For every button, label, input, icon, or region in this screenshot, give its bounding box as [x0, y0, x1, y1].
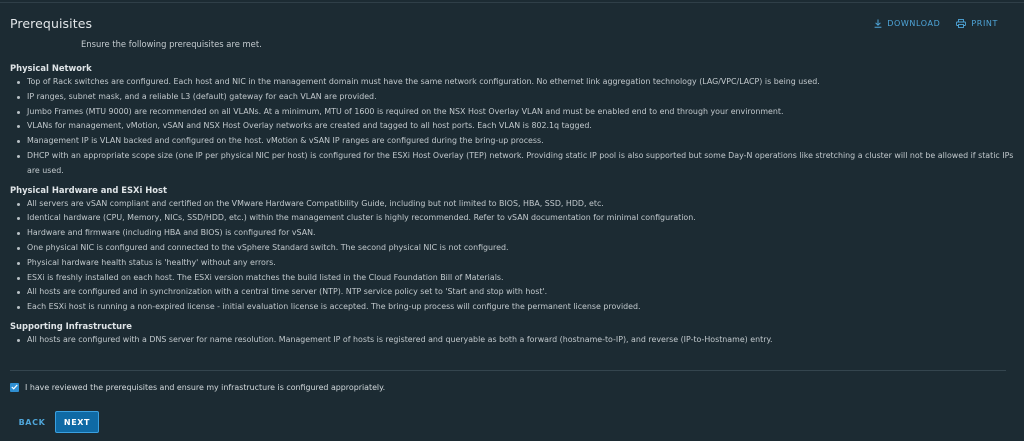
top-divider — [0, 2, 1024, 3]
confirm-row — [10, 383, 385, 392]
printer-icon — [956, 19, 966, 28]
confirm-checkbox[interactable] — [10, 383, 19, 392]
list-item: VLANs for management, vMotion, vSAN and NSX Host Overlay networks are created and tagged to all host ports. Each VLAN is 802.1q tagged. — [10, 119, 1014, 134]
list-item: Hardware and firmware (including HBA and BIOS) is configured for vSAN. — [10, 226, 1014, 241]
prerequisite-list — [10, 197, 1014, 315]
print-label: PRINT — [971, 19, 998, 28]
next-button[interactable]: NEXT — [55, 411, 99, 433]
list-item: Top of Rack switches are configured. Each host and NIC in the management domain must have the same network configuration. No ethernet link aggregation technology (LAG/VPC/LACP) is being used. — [10, 75, 1014, 90]
section-title: Physical Hardware and ESXi Host — [10, 184, 167, 195]
section-physical-hardware — [10, 183, 1014, 315]
section-supporting-infrastructure — [10, 319, 1014, 348]
list-item: All hosts are configured and in synchronization with a central time server (NTP). NTP service policy set to 'Start and stop with host'. — [10, 285, 1014, 300]
list-item: Jumbo Frames (MTU 9000) are recommended on all VLANs. At a minimum, MTU of 1600 is required on the NSX Host Overlay VLAN and must be enabled end to end through your environment. — [10, 105, 1014, 120]
confirm-label: I have reviewed the prerequisites and ensure my infrastructure is configured appropriately. — [25, 383, 386, 392]
section-physical-network — [10, 61, 1014, 179]
list-item: ESXi is freshly installed on each host. The ESXi version matches the build listed in the Cloud Foundation Bill of Materials. — [10, 271, 1014, 286]
download-button[interactable] — [874, 19, 940, 28]
download-label: DOWNLOAD — [887, 19, 941, 28]
list-item: Management IP is VLAN backed and configured on the host. vMotion & vSAN IP ranges are configured during the bring-up process. — [10, 134, 1014, 149]
list-item: DHCP with an appropriate scope size (one IP per physical NIC per host) is configured for the ESXi Host Overlay (TEP) network. Providing static IP pool is also supported but some Day-N operations like stretching a cluster will not be allowed if static IPs are used. — [10, 149, 1014, 179]
back-button[interactable]: BACK — [18, 417, 46, 427]
prerequisite-sections — [10, 61, 1014, 352]
print-button[interactable] — [956, 19, 998, 28]
page-title: Prerequisites — [10, 16, 93, 31]
list-item: All hosts are configured with a DNS server for name resolution. Management IP of hosts is registered and queryable as both a forward (hostname-to-IP), and reverse (IP-to-Hostname) entry. — [10, 333, 1014, 348]
prerequisite-list — [10, 75, 1014, 179]
download-icon — [874, 19, 882, 28]
list-item: All servers are vSAN compliant and certified on the VMware Hardware Compatibility Guide, including but not limited to BIOS, HBA, SSD, HDD, etc. — [10, 197, 1014, 212]
list-item: Each ESXi host is running a non-expired license - initial evaluation license is accepted. The bring-up process will configure the permanent license provided. — [10, 300, 1014, 315]
list-item: IP ranges, subnet mask, and a reliable L3 (default) gateway for each VLAN are provided. — [10, 90, 1014, 105]
section-title: Physical Network — [10, 63, 92, 73]
intro-text: Ensure the following prerequisites are met. — [81, 39, 262, 49]
prerequisite-list — [10, 333, 1014, 348]
header-actions — [874, 19, 998, 28]
list-item: Physical hardware health status is 'healthy' without any errors. — [10, 256, 1014, 271]
list-item: Identical hardware (CPU, Memory, NICs, SSD/HDD, etc.) within the management cluster is highly recommended. Refer to vSAN documentation for minimal configuration. — [10, 211, 1014, 226]
bottom-divider — [10, 370, 1006, 371]
list-item: One physical NIC is configured and connected to the vSphere Standard switch. The second physical NIC is not configured. — [10, 241, 1014, 256]
checkmark-icon — [11, 383, 18, 392]
section-title: Supporting Infrastructure — [10, 320, 132, 331]
